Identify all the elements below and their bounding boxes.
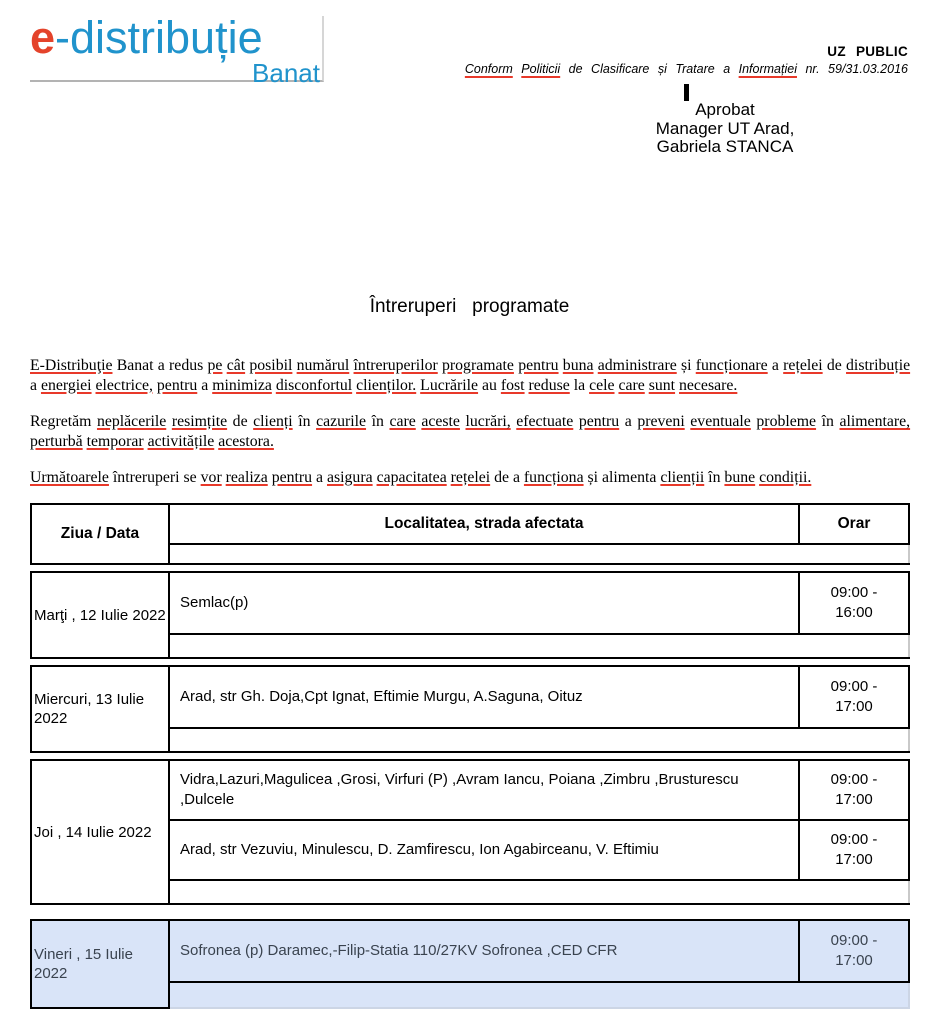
- text-run: a: [767, 357, 784, 374]
- table-row: [31, 666, 909, 728]
- misspelled-word: distribuție: [846, 357, 911, 374]
- day-cell: Miercuri, 13 Iulie 2022: [31, 666, 169, 752]
- misspelled-word: disconfortul: [275, 376, 353, 394]
- day-cell: Joi , 14 Iulie 2022: [31, 760, 169, 904]
- misspelled-word: clienților.: [356, 376, 417, 394]
- text-run: [513, 62, 521, 76]
- text-run: și alimenta: [583, 469, 661, 486]
- hours-cell: 09:00 - 17:00: [799, 666, 909, 728]
- logo-wordmark: [30, 12, 322, 63]
- misspelled-word: resimțite: [171, 413, 228, 430]
- text-run: de Clasificare și Tratare a: [560, 62, 739, 76]
- gap-row: [31, 564, 909, 572]
- hours-cell: 09:00 - 17:00: [799, 820, 909, 880]
- spacer-cell: [169, 880, 909, 904]
- approval-line: Aprobat: [695, 100, 755, 119]
- misspelled-word: condiții.: [759, 469, 812, 486]
- misspelled-word: E-Distribuţie: [30, 357, 113, 374]
- misspelled-word: efectuate: [516, 413, 574, 430]
- location-cell: Vidra,Lazuri,Magulicea ,Grosi, Virfuri (P) ,Avram Iancu, Poiana ,Zimbru ,Brusturescu ,Dulcele: [169, 760, 799, 820]
- schedule-table-wrap: [30, 503, 910, 1009]
- misspelled-word: temporar: [86, 432, 144, 450]
- text-run: la: [569, 376, 590, 394]
- text-run: și: [676, 357, 696, 374]
- misspelled-word: realiza: [225, 469, 268, 486]
- misspelled-word: eventuale: [690, 413, 751, 430]
- misspelled-word: posibil: [249, 357, 293, 374]
- misspelled-word: preveni: [637, 413, 685, 430]
- hours-cell: 09:00 - 16:00: [799, 572, 909, 634]
- text-run: nr. 59/31.03.2016: [796, 62, 908, 76]
- classification-block: [465, 44, 908, 76]
- text-run: de a: [490, 469, 524, 486]
- gap-cell: [31, 658, 909, 666]
- text-run: în: [366, 413, 390, 430]
- paragraph: [30, 356, 910, 395]
- misspelled-word: energiei: [40, 376, 92, 394]
- misspelled-word: Conform: [464, 62, 513, 76]
- page-title: Întreruperi programate: [369, 296, 570, 317]
- spacer-cell: [169, 982, 909, 1008]
- text-run: în: [292, 413, 317, 430]
- misspelled-word: Lucrările: [420, 376, 479, 394]
- misspelled-word: neplăcerile: [96, 413, 167, 430]
- misspelled-word: cât: [226, 357, 246, 374]
- approval-block: [600, 101, 850, 157]
- spacer-cell: [169, 728, 909, 752]
- misspelled-word: alimentare,: [839, 413, 911, 430]
- gap-row: [31, 658, 909, 666]
- text-run: de: [822, 357, 847, 374]
- misspelled-word: aceste: [421, 413, 460, 430]
- misspelled-word: probleme: [756, 413, 817, 430]
- misspelled-word: funcționare: [695, 357, 768, 374]
- text-run: se: [179, 469, 201, 486]
- text-run: întreruperi: [112, 469, 180, 486]
- misspelled-word: programate: [442, 357, 514, 374]
- logo-distributie-text: -distribuție: [55, 12, 263, 63]
- misspelled-word: pentru: [271, 469, 313, 486]
- misspelled-word: numărul: [296, 357, 350, 374]
- location-cell: Sofronea (p) Daramec,-Filip-Statia 110/27KV Sofronea ,CED CFR: [169, 920, 799, 982]
- misspelled-word: minimiza: [212, 376, 272, 394]
- misspelled-word: pentru: [578, 413, 620, 430]
- misspelled-word: fost: [500, 376, 525, 394]
- location-cell: Arad, str Gh. Doja,Cpt Ignat, Eftimie Murgu, A.Saguna, Oituz: [169, 666, 799, 728]
- misspelled-word: clienți: [253, 413, 293, 430]
- misspelled-word: care: [618, 376, 645, 394]
- paragraph: [30, 468, 910, 488]
- misspelled-word: cele: [589, 376, 615, 394]
- gap-cell: [31, 904, 909, 920]
- table-row: [31, 572, 909, 634]
- misspelled-word: care: [389, 413, 416, 430]
- paragraph: [30, 412, 910, 451]
- misspelled-word: perturbă: [30, 432, 83, 450]
- company-logo: [30, 12, 324, 88]
- misspelled-word: bune: [724, 469, 756, 486]
- misspelled-word: rețelei: [783, 357, 823, 374]
- text-run: Regretăm: [30, 413, 97, 430]
- misspelled-word: cazurile: [316, 413, 367, 430]
- day-cell: Vineri , 15 Iulie 2022: [31, 920, 169, 1008]
- text-run: a: [197, 376, 213, 394]
- cursor-bar: [684, 84, 689, 101]
- text-run: de: [227, 413, 254, 430]
- misspelled-word: buna: [562, 357, 594, 374]
- text-run: a: [30, 376, 41, 394]
- col-header-location: Localitatea, strada afectata: [169, 504, 799, 544]
- misspelled-word: necesare.: [679, 376, 738, 394]
- location-cell: Semlac(p): [169, 572, 799, 634]
- misspelled-word: reduse: [528, 376, 570, 394]
- table-row: [31, 920, 909, 982]
- misspelled-word: clienții: [660, 469, 705, 486]
- misspelled-word: Politicii: [521, 62, 561, 76]
- spacer-cell: [169, 544, 909, 564]
- misspelled-word: întreruperilor: [353, 357, 438, 374]
- misspelled-word: asigura: [326, 469, 373, 486]
- spacer-cell: [169, 634, 909, 658]
- misspelled-word: activitățile: [147, 432, 215, 450]
- misspelled-word: Următoarele: [30, 469, 109, 486]
- logo-e-glyph: e: [30, 12, 56, 63]
- classification-note: [465, 62, 908, 76]
- gap-row: [31, 752, 909, 760]
- misspelled-word: funcționa: [523, 469, 584, 486]
- text-run: Banat a redus: [112, 357, 208, 374]
- table-row: [31, 760, 909, 820]
- text-run: în: [704, 469, 725, 486]
- text-run: au: [478, 376, 501, 394]
- gap-cell: [31, 564, 909, 572]
- misspelled-word: electrice,: [95, 376, 153, 394]
- misspelled-word: Informației: [738, 62, 797, 76]
- intro-paragraphs: [30, 356, 910, 505]
- misspelled-word: pentru: [518, 357, 559, 374]
- misspelled-word: sunt: [648, 376, 676, 394]
- misspelled-word: rețelei: [450, 469, 491, 486]
- misspelled-word: pentru: [156, 376, 198, 394]
- misspelled-word: administrare: [597, 357, 677, 374]
- hours-cell: 09:00 - 17:00: [799, 920, 909, 982]
- location-cell: Arad, str Vezuviu, Minulescu, D. Zamfirescu, Ion Agabirceanu, V. Eftimiu: [169, 820, 799, 880]
- uz-public-label: UZ PUBLIC: [827, 44, 908, 59]
- approval-line: Gabriela STANCA: [656, 137, 794, 156]
- logo-region-label: Banat: [252, 58, 320, 88]
- schedule-table: [30, 503, 910, 1009]
- col-header-day: Ziua / Data: [31, 504, 169, 564]
- misspelled-word: capacitatea: [376, 469, 447, 486]
- text-run: în: [816, 413, 840, 430]
- gap-cell: [31, 752, 909, 760]
- col-header-hours: Orar: [799, 504, 909, 544]
- text-run: a: [312, 469, 327, 486]
- misspelled-word: pe: [207, 357, 223, 374]
- approval-line: Manager UT Arad,: [655, 118, 795, 138]
- misspelled-word: acestora.: [218, 432, 274, 450]
- day-cell: Marţi , 12 Iulie 2022: [31, 572, 169, 658]
- hours-cell: 09:00 - 17:00: [799, 760, 909, 820]
- gap-row: [31, 904, 909, 920]
- text-run: a: [619, 413, 638, 430]
- table-header-row: [31, 504, 909, 544]
- misspelled-word: vor: [200, 469, 222, 486]
- misspelled-word: lucrări,: [465, 413, 511, 430]
